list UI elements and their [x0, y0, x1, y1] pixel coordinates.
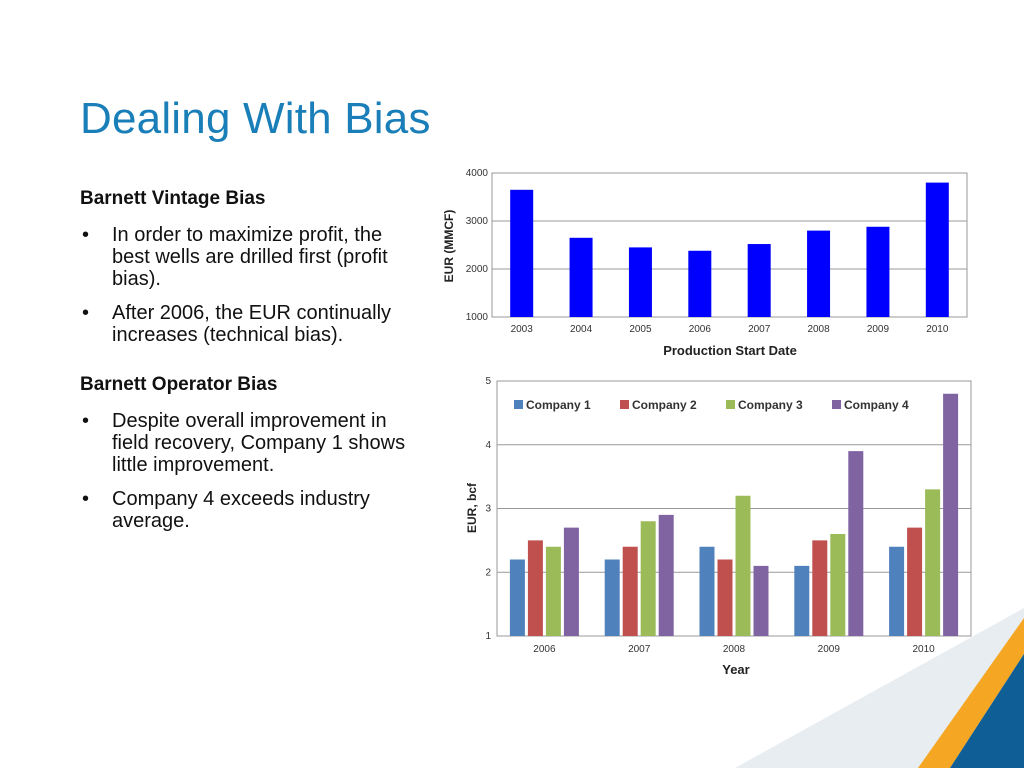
bullet-item: • Company 4 exceeds industry average.	[80, 488, 410, 532]
bar-2004	[570, 238, 593, 317]
chart-gridlines	[492, 173, 967, 317]
bar-2005	[629, 247, 652, 317]
y-axis-label: EUR, bcf	[465, 482, 479, 534]
y-tick-labels	[466, 168, 489, 323]
bar-company-2-2008	[718, 560, 733, 637]
y-tick-labels	[485, 376, 491, 642]
bar-company-1-2010	[889, 547, 904, 636]
operator-eur-chart	[460, 372, 980, 686]
x-tick-label: 2010	[912, 644, 935, 655]
y-tick-label: 4000	[465, 168, 488, 179]
bullet-item: • After 2006, the EUR continually increases (technical bias).	[80, 302, 410, 346]
bar-company-3-2010	[925, 489, 940, 636]
bar-2006	[688, 251, 711, 317]
bullet-list	[80, 224, 410, 346]
bar-company-3-2006	[546, 547, 561, 636]
bar-company-2-2010	[907, 528, 922, 636]
legend-label: Company 3	[738, 398, 803, 412]
x-tick-labels	[511, 324, 949, 335]
bar-2007	[748, 244, 771, 317]
y-tick-label: 2	[485, 567, 491, 579]
legend-label: Company 4	[844, 398, 909, 412]
bar-company-2-2006	[528, 540, 543, 636]
x-tick-label: 2004	[569, 324, 593, 335]
bullet-item: • In order to maximize profit, the best wells are drilled first (profit bias).	[80, 224, 410, 290]
x-axis-label: Production Start Date	[663, 343, 797, 358]
x-tick-label: 2003	[510, 324, 533, 335]
text-column	[80, 188, 410, 544]
bar-2008	[807, 231, 830, 317]
operator-bias-section	[80, 374, 410, 532]
x-tick-label: 2006	[688, 324, 711, 335]
chart-bars	[510, 183, 949, 317]
legend-label: Company 1	[526, 398, 591, 412]
legend-swatch	[726, 400, 735, 409]
vintage-eur-chart	[440, 164, 980, 364]
bar-company-3-2009	[830, 534, 845, 636]
bar-2009	[866, 227, 889, 317]
y-tick-label: 5	[485, 376, 491, 387]
plot-area	[492, 173, 967, 317]
chart-legend	[506, 393, 934, 415]
x-tick-label: 2010	[926, 324, 949, 335]
x-tick-label: 2006	[533, 644, 556, 655]
x-tick-label: 2007	[628, 644, 651, 655]
x-tick-label: 2005	[629, 324, 652, 335]
y-tick-label: 3000	[465, 216, 488, 227]
x-tick-label: 2008	[807, 324, 830, 335]
x-tick-label: 2007	[748, 324, 771, 335]
bar-company-4-2007	[659, 515, 674, 636]
y-tick-label: 3	[485, 503, 491, 515]
bar-company-1-2007	[605, 560, 620, 637]
legend-swatch	[514, 400, 523, 409]
bar-company-4-2006	[564, 528, 579, 636]
bullet-list	[80, 410, 410, 532]
legend-swatch	[620, 400, 629, 409]
section-heading: Barnett Operator Bias	[80, 374, 278, 395]
page-title: Dealing With Bias	[80, 94, 431, 143]
x-axis-label: Year	[722, 662, 750, 677]
y-tick-label: 2000	[465, 264, 488, 275]
bar-company-4-2009	[848, 451, 863, 636]
x-tick-label: 2009	[817, 644, 840, 655]
bar-company-1-2009	[794, 566, 809, 636]
bar-company-3-2008	[736, 496, 751, 636]
bar-2010	[926, 183, 949, 317]
legend-label: Company 2	[632, 398, 697, 412]
bar-company-4-2010	[943, 394, 958, 636]
bar-2003	[510, 190, 533, 317]
bar-company-1-2006	[510, 560, 525, 637]
y-tick-label: 4	[485, 439, 491, 451]
x-tick-labels	[533, 644, 935, 655]
bar-company-2-2009	[812, 540, 827, 636]
bullet-item: • Despite overall improvement in field recovery, Company 1 shows little improvement.	[80, 410, 410, 476]
bar-company-2-2007	[623, 547, 638, 636]
bar-company-3-2007	[641, 521, 656, 636]
legend-swatch	[832, 400, 841, 409]
bar-company-1-2008	[700, 547, 715, 636]
bar-company-4-2008	[754, 566, 769, 636]
x-tick-label: 2008	[722, 644, 746, 655]
x-tick-label: 2009	[866, 324, 890, 335]
y-tick-label: 1000	[465, 312, 488, 323]
chart-bars	[510, 394, 958, 636]
y-tick-label: 1	[485, 631, 491, 642]
vintage-bias-section	[80, 188, 410, 346]
y-axis-label: EUR (MMCF)	[442, 209, 456, 283]
section-heading: Barnett Vintage Bias	[80, 188, 266, 209]
